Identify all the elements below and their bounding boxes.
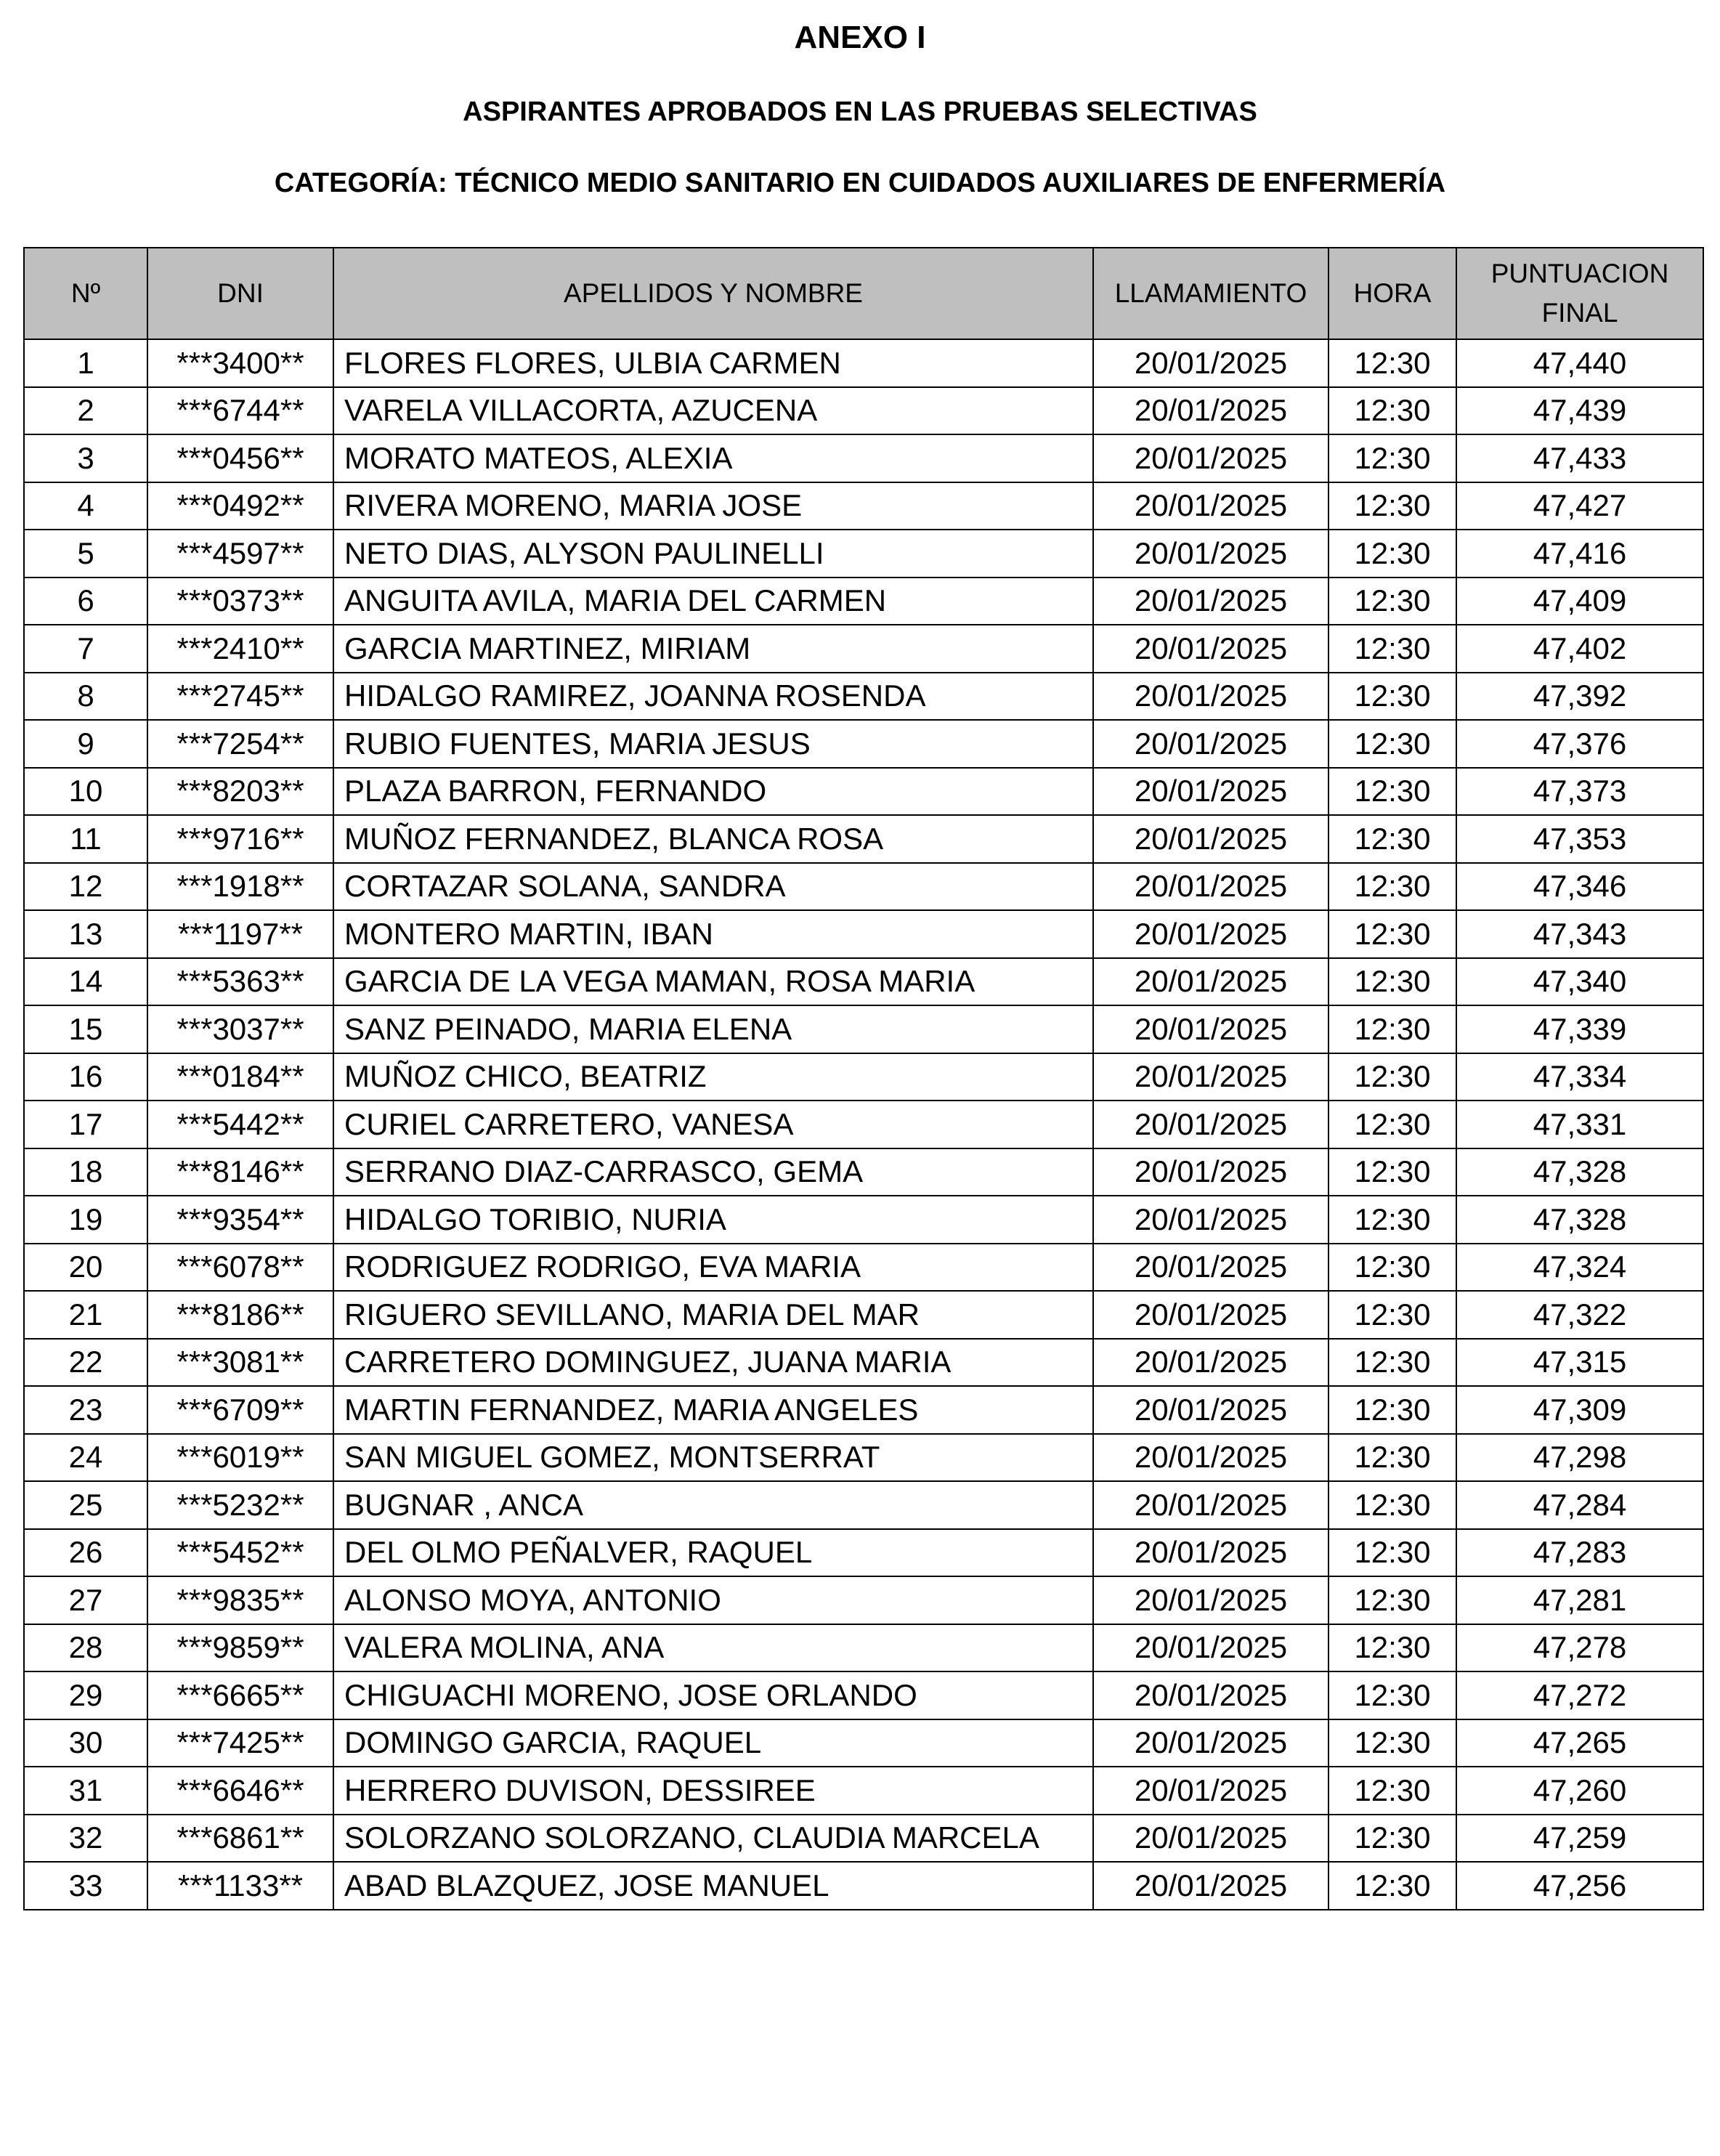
cell-call-date: 20/01/2025	[1093, 1053, 1328, 1101]
cell-name: SERRANO DIAZ-CARRASCO, GEMA	[333, 1148, 1093, 1196]
cell-name: VARELA VILLACORTA, AZUCENA	[333, 387, 1093, 435]
cell-number: 31	[24, 1767, 147, 1815]
cell-dni: ***0456**	[147, 434, 333, 482]
cell-final-score: 47,402	[1456, 625, 1703, 673]
cell-call-date: 20/01/2025	[1093, 1862, 1328, 1910]
cell-call-date: 20/01/2025	[1093, 1196, 1328, 1244]
cell-dni: ***6665**	[147, 1671, 333, 1719]
cell-final-score: 47,427	[1456, 482, 1703, 530]
cell-final-score: 47,328	[1456, 1196, 1703, 1244]
cell-time: 12:30	[1328, 1767, 1456, 1815]
cell-number: 19	[24, 1196, 147, 1244]
cell-final-score: 47,259	[1456, 1815, 1703, 1863]
cell-call-date: 20/01/2025	[1093, 815, 1328, 863]
cell-dni: ***6646**	[147, 1767, 333, 1815]
cell-dni: ***6019**	[147, 1434, 333, 1482]
table-row	[24, 1386, 1703, 1434]
cell-name: MARTIN FERNANDEZ, MARIA ANGELES	[333, 1386, 1093, 1434]
cell-time: 12:30	[1328, 1101, 1456, 1148]
table-row	[24, 530, 1703, 578]
cell-time: 12:30	[1328, 1481, 1456, 1529]
column-header-score-line2: FINAL	[1541, 298, 1618, 328]
cell-number: 1	[24, 339, 147, 387]
cell-name: HIDALGO TORIBIO, NURIA	[333, 1196, 1093, 1244]
cell-dni: ***9835**	[147, 1576, 333, 1624]
cell-name: GARCIA DE LA VEGA MAMAN, ROSA MARIA	[333, 958, 1093, 1006]
cell-name: PLAZA BARRON, FERNANDO	[333, 768, 1093, 816]
table-row	[24, 625, 1703, 673]
cell-final-score: 47,392	[1456, 673, 1703, 721]
cell-name: DOMINGO GARCIA, RAQUEL	[333, 1719, 1093, 1767]
cell-call-date: 20/01/2025	[1093, 1434, 1328, 1482]
document-subtitle: ASPIRANTES APROBADOS EN LAS PRUEBAS SELECTIVAS	[463, 97, 1257, 127]
table-row	[24, 1148, 1703, 1196]
cell-name: NETO DIAS, ALYSON PAULINELLI	[333, 530, 1093, 578]
table-body	[24, 339, 1703, 1910]
cell-dni: ***2745**	[147, 673, 333, 721]
cell-dni: ***9354**	[147, 1196, 333, 1244]
cell-final-score: 47,433	[1456, 434, 1703, 482]
cell-number: 16	[24, 1053, 147, 1101]
table-row	[24, 1671, 1703, 1719]
cell-time: 12:30	[1328, 863, 1456, 911]
column-header-score-line1: PUNTUACION	[1490, 259, 1669, 288]
cell-call-date: 20/01/2025	[1093, 1767, 1328, 1815]
cell-final-score: 47,315	[1456, 1339, 1703, 1387]
table-row	[24, 1719, 1703, 1767]
table-row	[24, 339, 1703, 387]
cell-time: 12:30	[1328, 910, 1456, 958]
cell-number: 15	[24, 1005, 147, 1053]
table-row	[24, 1005, 1703, 1053]
cell-dni: ***0373**	[147, 578, 333, 625]
table-row	[24, 673, 1703, 721]
cell-number: 7	[24, 625, 147, 673]
cell-number: 13	[24, 910, 147, 958]
cell-call-date: 20/01/2025	[1093, 720, 1328, 768]
cell-call-date: 20/01/2025	[1093, 530, 1328, 578]
results-table	[23, 247, 1704, 1910]
table-row	[24, 863, 1703, 911]
cell-dni: ***0492**	[147, 482, 333, 530]
cell-time: 12:30	[1328, 720, 1456, 768]
cell-final-score: 47,353	[1456, 815, 1703, 863]
cell-time: 12:30	[1328, 434, 1456, 482]
cell-dni: ***9716**	[147, 815, 333, 863]
cell-final-score: 47,309	[1456, 1386, 1703, 1434]
cell-call-date: 20/01/2025	[1093, 910, 1328, 958]
cell-number: 9	[24, 720, 147, 768]
cell-dni: ***3400**	[147, 339, 333, 387]
table-row	[24, 1196, 1703, 1244]
cell-time: 12:30	[1328, 1291, 1456, 1339]
cell-final-score: 47,298	[1456, 1434, 1703, 1482]
cell-final-score: 47,343	[1456, 910, 1703, 958]
cell-dni: ***5363**	[147, 958, 333, 1006]
cell-time: 12:30	[1328, 1529, 1456, 1577]
cell-time: 12:30	[1328, 339, 1456, 387]
cell-final-score: 47,265	[1456, 1719, 1703, 1767]
cell-final-score: 47,340	[1456, 958, 1703, 1006]
cell-time: 12:30	[1328, 958, 1456, 1006]
cell-final-score: 47,324	[1456, 1244, 1703, 1292]
cell-time: 12:30	[1328, 1196, 1456, 1244]
cell-dni: ***1133**	[147, 1862, 333, 1910]
cell-number: 4	[24, 482, 147, 530]
cell-final-score: 47,328	[1456, 1148, 1703, 1196]
cell-name: CHIGUACHI MORENO, JOSE ORLANDO	[333, 1671, 1093, 1719]
cell-final-score: 47,346	[1456, 863, 1703, 911]
cell-call-date: 20/01/2025	[1093, 673, 1328, 721]
table-row	[24, 1529, 1703, 1577]
cell-final-score: 47,272	[1456, 1671, 1703, 1719]
cell-number: 17	[24, 1101, 147, 1148]
cell-dni: ***8203**	[147, 768, 333, 816]
cell-time: 12:30	[1328, 387, 1456, 435]
cell-name: CARRETERO DOMINGUEZ, JUANA MARIA	[333, 1339, 1093, 1387]
cell-dni: ***8186**	[147, 1291, 333, 1339]
cell-name: ALONSO MOYA, ANTONIO	[333, 1576, 1093, 1624]
cell-time: 12:30	[1328, 482, 1456, 530]
cell-name: MORATO MATEOS, ALEXIA	[333, 434, 1093, 482]
cell-number: 12	[24, 863, 147, 911]
cell-final-score: 47,283	[1456, 1529, 1703, 1577]
document-title: ANEXO I	[794, 20, 926, 55]
cell-name: GARCIA MARTINEZ, MIRIAM	[333, 625, 1093, 673]
cell-time: 12:30	[1328, 1862, 1456, 1910]
cell-name: ABAD BLAZQUEZ, JOSE MANUEL	[333, 1862, 1093, 1910]
table-row	[24, 387, 1703, 435]
cell-name: VALERA MOLINA, ANA	[333, 1624, 1093, 1672]
cell-time: 12:30	[1328, 1005, 1456, 1053]
cell-name: HERRERO DUVISON, DESSIREE	[333, 1767, 1093, 1815]
cell-number: 20	[24, 1244, 147, 1292]
cell-name: HIDALGO RAMIREZ, JOANNA ROSENDA	[333, 673, 1093, 721]
cell-time: 12:30	[1328, 578, 1456, 625]
cell-time: 12:30	[1328, 1671, 1456, 1719]
cell-time: 12:30	[1328, 1624, 1456, 1672]
cell-time: 12:30	[1328, 1339, 1456, 1387]
cell-number: 18	[24, 1148, 147, 1196]
column-header-final-score	[1456, 248, 1703, 339]
cell-call-date: 20/01/2025	[1093, 387, 1328, 435]
cell-name: MUÑOZ CHICO, BEATRIZ	[333, 1053, 1093, 1101]
cell-final-score: 47,373	[1456, 768, 1703, 816]
cell-number: 21	[24, 1291, 147, 1339]
cell-call-date: 20/01/2025	[1093, 1386, 1328, 1434]
cell-dni: ***2410**	[147, 625, 333, 673]
cell-final-score: 47,284	[1456, 1481, 1703, 1529]
cell-dni: ***6861**	[147, 1815, 333, 1863]
cell-name: MONTERO MARTIN, IBAN	[333, 910, 1093, 958]
cell-call-date: 20/01/2025	[1093, 339, 1328, 387]
cell-final-score: 47,278	[1456, 1624, 1703, 1672]
cell-call-date: 20/01/2025	[1093, 434, 1328, 482]
column-header-call-date: LLAMAMIENTO	[1093, 248, 1328, 339]
cell-call-date: 20/01/2025	[1093, 1005, 1328, 1053]
table-row	[24, 1434, 1703, 1482]
cell-dni: ***3037**	[147, 1005, 333, 1053]
cell-name: MUÑOZ FERNANDEZ, BLANCA ROSA	[333, 815, 1093, 863]
cell-number: 33	[24, 1862, 147, 1910]
cell-name: RIVERA MORENO, MARIA JOSE	[333, 482, 1093, 530]
table-row	[24, 1339, 1703, 1387]
cell-number: 28	[24, 1624, 147, 1672]
cell-final-score: 47,439	[1456, 387, 1703, 435]
table-row	[24, 1244, 1703, 1292]
cell-dni: ***4597**	[147, 530, 333, 578]
cell-number: 29	[24, 1671, 147, 1719]
cell-number: 32	[24, 1815, 147, 1863]
cell-dni: ***6709**	[147, 1386, 333, 1434]
table-row	[24, 1862, 1703, 1910]
cell-final-score: 47,331	[1456, 1101, 1703, 1148]
table-row	[24, 1815, 1703, 1863]
cell-dni: ***9859**	[147, 1624, 333, 1672]
cell-final-score: 47,416	[1456, 530, 1703, 578]
cell-call-date: 20/01/2025	[1093, 1719, 1328, 1767]
cell-call-date: 20/01/2025	[1093, 1244, 1328, 1292]
cell-time: 12:30	[1328, 1719, 1456, 1767]
cell-number: 2	[24, 387, 147, 435]
cell-final-score: 47,376	[1456, 720, 1703, 768]
cell-call-date: 20/01/2025	[1093, 768, 1328, 816]
table-header-row	[24, 248, 1703, 339]
cell-time: 12:30	[1328, 1244, 1456, 1292]
cell-time: 12:30	[1328, 768, 1456, 816]
cell-dni: ***0184**	[147, 1053, 333, 1101]
cell-dni: ***1918**	[147, 863, 333, 911]
cell-time: 12:30	[1328, 815, 1456, 863]
table-row	[24, 910, 1703, 958]
cell-dni: ***6744**	[147, 387, 333, 435]
cell-dni: ***5232**	[147, 1481, 333, 1529]
cell-call-date: 20/01/2025	[1093, 1339, 1328, 1387]
cell-call-date: 20/01/2025	[1093, 1815, 1328, 1863]
table-row	[24, 768, 1703, 816]
cell-time: 12:30	[1328, 1576, 1456, 1624]
cell-name: DEL OLMO PEÑALVER, RAQUEL	[333, 1529, 1093, 1577]
column-header-name: APELLIDOS Y NOMBRE	[333, 248, 1093, 339]
cell-dni: ***3081**	[147, 1339, 333, 1387]
cell-call-date: 20/01/2025	[1093, 1671, 1328, 1719]
cell-name: SOLORZANO SOLORZANO, CLAUDIA MARCELA	[333, 1815, 1093, 1863]
cell-name: FLORES FLORES, ULBIA CARMEN	[333, 339, 1093, 387]
cell-name: CORTAZAR SOLANA, SANDRA	[333, 863, 1093, 911]
table-row	[24, 434, 1703, 482]
cell-call-date: 20/01/2025	[1093, 578, 1328, 625]
cell-call-date: 20/01/2025	[1093, 1576, 1328, 1624]
cell-time: 12:30	[1328, 530, 1456, 578]
cell-number: 27	[24, 1576, 147, 1624]
cell-number: 23	[24, 1386, 147, 1434]
cell-final-score: 47,409	[1456, 578, 1703, 625]
cell-final-score: 47,260	[1456, 1767, 1703, 1815]
cell-number: 25	[24, 1481, 147, 1529]
cell-final-score: 47,440	[1456, 339, 1703, 387]
cell-call-date: 20/01/2025	[1093, 863, 1328, 911]
cell-dni: ***7254**	[147, 720, 333, 768]
column-header-time: HORA	[1328, 248, 1456, 339]
cell-call-date: 20/01/2025	[1093, 1291, 1328, 1339]
cell-number: 3	[24, 434, 147, 482]
cell-name: CURIEL CARRETERO, VANESA	[333, 1101, 1093, 1148]
cell-name: BUGNAR , ANCA	[333, 1481, 1093, 1529]
cell-name: SAN MIGUEL GOMEZ, MONTSERRAT	[333, 1434, 1093, 1482]
cell-time: 12:30	[1328, 1148, 1456, 1196]
cell-call-date: 20/01/2025	[1093, 1148, 1328, 1196]
cell-number: 22	[24, 1339, 147, 1387]
cell-name: ANGUITA AVILA, MARIA DEL CARMEN	[333, 578, 1093, 625]
cell-call-date: 20/01/2025	[1093, 1481, 1328, 1529]
table-row	[24, 1291, 1703, 1339]
table-row	[24, 1101, 1703, 1148]
table-row	[24, 578, 1703, 625]
cell-name: SANZ PEINADO, MARIA ELENA	[333, 1005, 1093, 1053]
cell-call-date: 20/01/2025	[1093, 1101, 1328, 1148]
table-row	[24, 1053, 1703, 1101]
column-header-dni: DNI	[147, 248, 333, 339]
cell-dni: ***5442**	[147, 1101, 333, 1148]
cell-call-date: 20/01/2025	[1093, 1529, 1328, 1577]
document-category: CATEGORÍA: TÉCNICO MEDIO SANITARIO EN CUIDADOS AUXILIARES DE ENFERMERÍA	[274, 168, 1446, 198]
cell-dni: ***8146**	[147, 1148, 333, 1196]
cell-name: RIGUERO SEVILLANO, MARIA DEL MAR	[333, 1291, 1093, 1339]
cell-final-score: 47,322	[1456, 1291, 1703, 1339]
cell-dni: ***7425**	[147, 1719, 333, 1767]
table-row	[24, 1767, 1703, 1815]
cell-number: 6	[24, 578, 147, 625]
table-row	[24, 720, 1703, 768]
cell-number: 10	[24, 768, 147, 816]
cell-number: 5	[24, 530, 147, 578]
table-row	[24, 815, 1703, 863]
cell-call-date: 20/01/2025	[1093, 958, 1328, 1006]
cell-name: RUBIO FUENTES, MARIA JESUS	[333, 720, 1093, 768]
cell-time: 12:30	[1328, 673, 1456, 721]
cell-dni: ***5452**	[147, 1529, 333, 1577]
table-row	[24, 482, 1703, 530]
cell-dni: ***1197**	[147, 910, 333, 958]
cell-dni: ***6078**	[147, 1244, 333, 1292]
cell-number: 24	[24, 1434, 147, 1482]
cell-final-score: 47,256	[1456, 1862, 1703, 1910]
cell-time: 12:30	[1328, 1386, 1456, 1434]
table-row	[24, 1481, 1703, 1529]
cell-call-date: 20/01/2025	[1093, 482, 1328, 530]
table-row	[24, 1576, 1703, 1624]
cell-number: 11	[24, 815, 147, 863]
cell-time: 12:30	[1328, 625, 1456, 673]
cell-number: 26	[24, 1529, 147, 1577]
cell-time: 12:30	[1328, 1434, 1456, 1482]
cell-call-date: 20/01/2025	[1093, 1624, 1328, 1672]
cell-number: 30	[24, 1719, 147, 1767]
column-header-number: Nº	[24, 248, 147, 339]
cell-final-score: 47,339	[1456, 1005, 1703, 1053]
cell-time: 12:30	[1328, 1053, 1456, 1101]
cell-final-score: 47,334	[1456, 1053, 1703, 1101]
cell-time: 12:30	[1328, 1815, 1456, 1863]
cell-name: RODRIGUEZ RODRIGO, EVA MARIA	[333, 1244, 1093, 1292]
cell-call-date: 20/01/2025	[1093, 625, 1328, 673]
table-row	[24, 958, 1703, 1006]
cell-final-score: 47,281	[1456, 1576, 1703, 1624]
table-row	[24, 1624, 1703, 1672]
cell-number: 14	[24, 958, 147, 1006]
cell-number: 8	[24, 673, 147, 721]
